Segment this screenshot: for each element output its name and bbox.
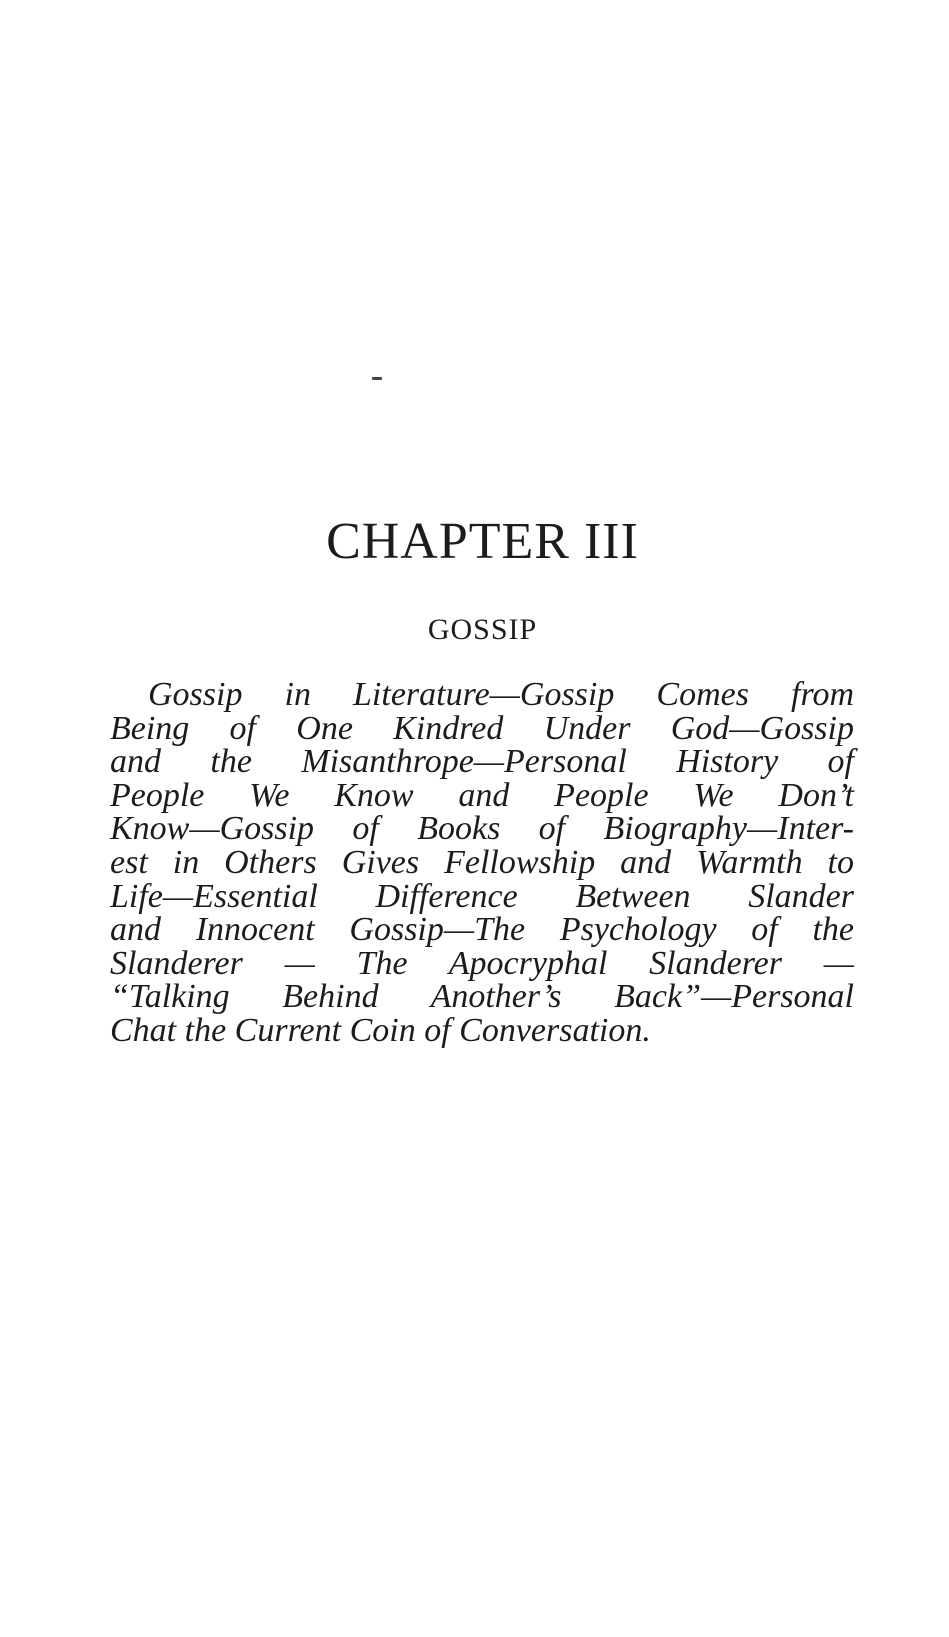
chapter-heading: CHAPTER III: [326, 513, 639, 570]
synopsis-line: People We Know and People We Don’t: [110, 776, 854, 814]
synopsis-line: Gossip in Literature—Gossip Comes from: [148, 676, 854, 713]
synopsis-line: Slanderer — The Apocryphal Slanderer —: [110, 944, 854, 982]
synopsis-line: and Innocent Gossip—The Psychology of the: [110, 911, 854, 949]
synopsis-line: Chat the Current Coin of Conversation.: [110, 1011, 651, 1049]
chapter-title: GOSSIP: [427, 613, 538, 646]
synopsis-line: Life—Essential Difference Between Slander: [110, 877, 854, 915]
synopsis-line: Being of One Kindred Under God—Gossip: [110, 709, 854, 747]
synopsis-line: “Talking Behind Another’s Back”—Personal: [110, 978, 854, 1016]
synopsis-line: and the Misanthrope—Personal History of: [110, 743, 854, 781]
synopsis-line: Know—Gossip of Books of Biography—Inter-: [110, 810, 854, 848]
synopsis-line: est in Others Gives Fellowship and Warmth to: [110, 843, 854, 881]
chapter-synopsis: [110, 678, 854, 1048]
ink-speck: [372, 377, 382, 380]
